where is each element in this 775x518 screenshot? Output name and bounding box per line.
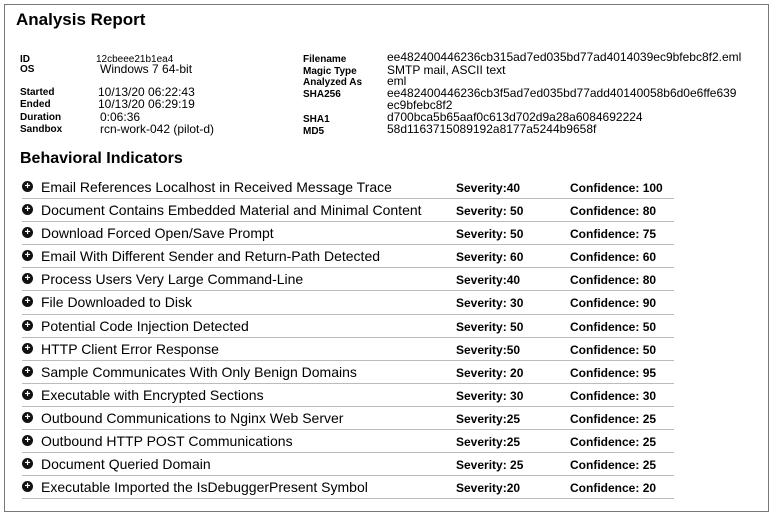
confidence-value: 30 [642,388,657,403]
confidence [570,435,656,449]
filename-label: Filename [303,54,347,65]
ended-value: 10/13/20 06:29:19 [98,97,195,111]
indicator-row[interactable] [22,199,674,222]
severity-label: Severity: [456,204,507,219]
severity [456,343,520,357]
indicator-row[interactable] [22,268,674,291]
plus-circle-icon[interactable]: + [22,458,33,469]
indicator-row[interactable] [22,222,674,245]
confidence-value: 60 [642,250,657,265]
confidence [570,250,656,264]
severity [456,412,520,426]
confidence-label: Confidence: [570,319,640,334]
severity-label: Severity: [456,227,507,242]
started-value: 10/13/20 06:22:43 [98,85,195,99]
indicator-row[interactable] [22,384,674,407]
behavioral-indicators-list [22,176,674,499]
sha256-value-line1: ee482400446236cb3f5ad7ed035bd77add40140058b6d0e6ffe639 [387,86,737,100]
plus-circle-icon[interactable]: + [22,435,33,446]
ended-label: Ended [20,99,51,110]
id-value: 12cbeee21b1ea4 [96,54,174,65]
severity-label: Severity: [456,481,507,496]
severity-value: 25 [506,435,521,450]
indicator-name: Executable Imported the IsDebuggerPresent Symbol [41,479,368,496]
plus-circle-icon[interactable]: + [22,366,33,377]
plus-circle-icon[interactable]: + [22,273,33,284]
severity [456,435,520,449]
severity-value: 30 [510,388,524,403]
indicator-row[interactable] [22,315,674,338]
confidence-value: 25 [642,411,657,426]
indicator-name: Potential Code Injection Detected [41,317,249,334]
confidence [570,458,656,472]
severity-value: 50 [510,319,524,334]
indicator-name: File Downloaded to Disk [41,294,192,311]
severity [456,366,523,380]
severity-label: Severity: [456,250,507,265]
confidence-value: 95 [642,365,657,380]
confidence-label: Confidence: [570,435,640,450]
confidence-label: Confidence: [570,342,640,357]
severity [456,250,523,264]
plus-circle-icon[interactable]: + [22,250,33,261]
severity-value: 40 [506,273,521,288]
sha1-value: d700bca5b65aaf0c613d702d9a28a6084692224 [387,110,643,124]
severity [456,389,523,403]
sha1-label: SHA1 [303,114,330,125]
severity-label: Severity: [456,365,507,380]
indicator-row[interactable] [22,361,674,384]
severity-value: 40 [506,181,521,195]
sandbox-label: Sandbox [20,124,63,135]
indicator-name: Document Contains Embedded Material and Minimal Content [41,202,422,219]
indicator-row[interactable] [22,430,674,453]
md5-value: 58d1163715089192a8177a5244b9658f [387,122,597,136]
severity [456,204,523,218]
plus-circle-icon[interactable]: + [22,389,33,400]
analyzed-as-value: eml [387,74,407,88]
confidence-label: Confidence: [570,250,640,265]
plus-circle-icon[interactable]: + [22,320,33,331]
magic-type-value: SMTP mail, ASCII text [387,63,506,77]
indicator-name: Document Queried Domain [41,456,211,473]
confidence [570,343,656,357]
indicator-name: Email References Localhost in Received Message Trace [41,179,392,195]
confidence-value: 20 [642,481,657,496]
indicator-row[interactable] [22,476,674,499]
magic-type-label: Magic Type [303,66,357,77]
confidence [570,481,656,495]
analyzed-as-label: Analyzed As [303,77,363,88]
severity-label: Severity: [456,296,507,311]
filename-value: ee482400446236cb315ad7ed035bd77ad4014039ec9bfebc8f2.eml [387,50,742,64]
indicator-row[interactable] [22,338,674,361]
indicator-name: Outbound Communications to Nginx Web Server [41,409,344,426]
severity-value: 60 [510,250,524,265]
confidence [570,227,656,241]
severity-value: 20 [506,481,521,496]
id-label: ID [20,54,30,65]
confidence-label: Confidence: [570,458,640,473]
os-value: Windows 7 64-bit [100,62,193,76]
severity-label: Severity: [456,181,507,195]
started-label: Started [20,87,55,98]
plus-circle-icon[interactable]: + [22,412,33,423]
confidence-value: 80 [642,273,657,288]
severity-value: 50 [510,227,524,242]
confidence [570,389,656,403]
confidence-value: 25 [642,435,657,450]
confidence-value: 50 [642,342,657,357]
severity-value: 25 [510,458,524,473]
severity [456,481,520,495]
confidence-value: 80 [642,204,657,219]
confidence-label: Confidence: [570,481,640,496]
plus-circle-icon[interactable]: + [22,296,33,307]
report-title: Analysis Report [16,10,146,29]
indicator-name: Sample Communicates With Only Benign Domains [41,363,357,380]
confidence [570,320,656,334]
indicator-name: Download Forced Open/Save Prompt [41,225,274,242]
severity-label: Severity: [456,342,507,357]
severity-value: 25 [506,411,521,426]
indicator-name: Executable with Encrypted Sections [41,386,264,403]
plus-circle-icon[interactable]: + [22,204,33,215]
indicator-name: Process Users Very Large Command-Line [41,271,304,288]
confidence-value: 25 [642,458,657,473]
confidence [570,181,663,195]
severity-label: Severity: [456,435,507,450]
plus-circle-icon[interactable]: + [22,181,33,192]
os-label: OS [20,64,35,75]
indicator-row[interactable] [22,407,674,430]
indicator-name: Email With Different Sender and Return-Path Detected [41,248,381,265]
sha256-value-line2: ec9bfebc8f2 [387,98,453,112]
severity-label: Severity: [456,411,507,426]
plus-circle-icon[interactable]: + [22,227,33,238]
confidence-label: Confidence: [570,204,640,219]
confidence [570,273,656,287]
confidence-label: Confidence: [570,181,640,195]
confidence-label: Confidence: [570,365,640,380]
confidence-value: 90 [642,296,657,311]
severity [456,181,520,195]
indicator-row[interactable] [22,453,674,476]
severity [456,320,523,334]
plus-circle-icon[interactable]: + [22,481,33,492]
indicator-row[interactable] [22,291,674,314]
confidence [570,296,656,310]
severity [456,458,523,472]
indicator-name: Outbound HTTP POST Communications [41,433,293,450]
severity [456,273,520,287]
confidence-label: Confidence: [570,227,640,242]
confidence-label: Confidence: [570,273,640,288]
severity-label: Severity: [456,388,507,403]
duration-value: 0:06:36 [100,110,141,124]
confidence-value: 100 [642,181,663,195]
severity-value: 30 [510,296,524,311]
sandbox-value: rcn-work-042 (pilot-d) [100,122,215,136]
severity [456,296,523,310]
severity-label: Severity: [456,319,507,334]
confidence-label: Confidence: [570,411,640,426]
confidence-label: Confidence: [570,388,640,403]
severity-value: 50 [506,342,521,357]
behavioral-indicators-heading: Behavioral Indicators [20,150,183,167]
indicator-row[interactable] [22,245,674,268]
indicator-name: HTTP Client Error Response [41,340,219,357]
duration-label: Duration [20,112,62,123]
severity-label: Severity: [456,458,507,473]
confidence [570,204,656,218]
md5-label: MD5 [303,126,325,137]
confidence [570,366,656,380]
severity-value: 50 [510,204,524,219]
severity-value: 20 [510,365,524,380]
confidence [570,412,656,426]
plus-circle-icon[interactable]: + [22,343,33,354]
confidence-value: 75 [642,227,657,242]
severity [456,227,523,241]
confidence-label: Confidence: [570,296,640,311]
sha256-label: SHA256 [303,89,341,100]
severity-label: Severity: [456,273,507,288]
indicator-row[interactable] [22,176,674,199]
confidence-value: 50 [642,319,657,334]
